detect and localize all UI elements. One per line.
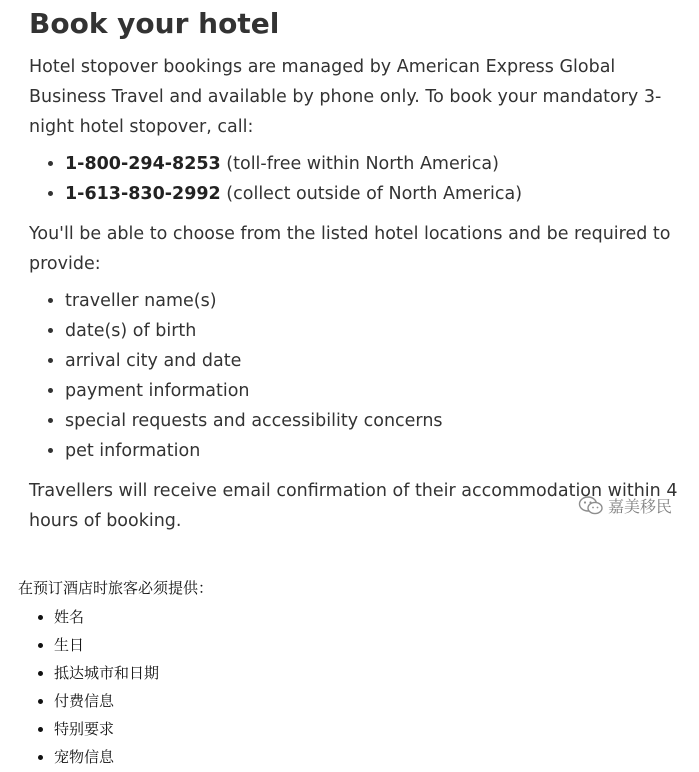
phone-item bbox=[65, 149, 689, 179]
list-item: • 抵达城市和日期 bbox=[54, 659, 213, 687]
wechat-icon bbox=[578, 495, 604, 517]
watermark bbox=[578, 494, 672, 517]
chinese-list bbox=[18, 603, 213, 771]
requirements-list bbox=[29, 286, 689, 466]
phone-number[interactable]: 1-613-830-2992 bbox=[65, 184, 221, 204]
phone-list bbox=[29, 149, 689, 209]
list-item: • arrival city and date bbox=[65, 346, 689, 376]
chinese-section bbox=[18, 575, 213, 771]
intro-paragraph: Hotel stopover bookings are managed by American Express Global Business Travel and available by phone only. To book your mandatory 3-night hotel stopover, call: bbox=[29, 57, 662, 137]
list-item: • pet information bbox=[65, 436, 689, 466]
phone-note: (collect outside of North America) bbox=[220, 184, 523, 204]
list-item: • special requests and accessibility concerns bbox=[65, 406, 689, 436]
list-item: • 生日 bbox=[54, 631, 213, 659]
list-item: • 姓名 bbox=[54, 603, 213, 631]
article-content bbox=[29, 0, 689, 536]
page-title: Book your hotel bbox=[29, 7, 280, 40]
list-item: • date(s) of birth bbox=[65, 316, 689, 346]
phone-number[interactable]: 1-800-294-8253 bbox=[65, 154, 221, 174]
confirmation-paragraph: Travellers will receive email confirmation of their accommodation within 4 hours of booking. bbox=[29, 481, 678, 531]
phone-item bbox=[65, 179, 689, 209]
list-item: • 特别要求 bbox=[54, 715, 213, 743]
list-item: • 付费信息 bbox=[54, 687, 213, 715]
list-item: • traveller name(s) bbox=[65, 286, 689, 316]
chinese-title: 在预订酒店时旅客必须提供： bbox=[18, 579, 214, 597]
choose-paragraph: You'll be able to choose from the listed hotel locations and be required to provide: bbox=[29, 224, 671, 274]
list-item: • 宠物信息 bbox=[54, 743, 213, 771]
list-item: • payment information bbox=[65, 376, 689, 406]
phone-note: (toll-free within North America) bbox=[220, 154, 499, 174]
watermark-text: 嘉美移民 bbox=[608, 497, 673, 516]
